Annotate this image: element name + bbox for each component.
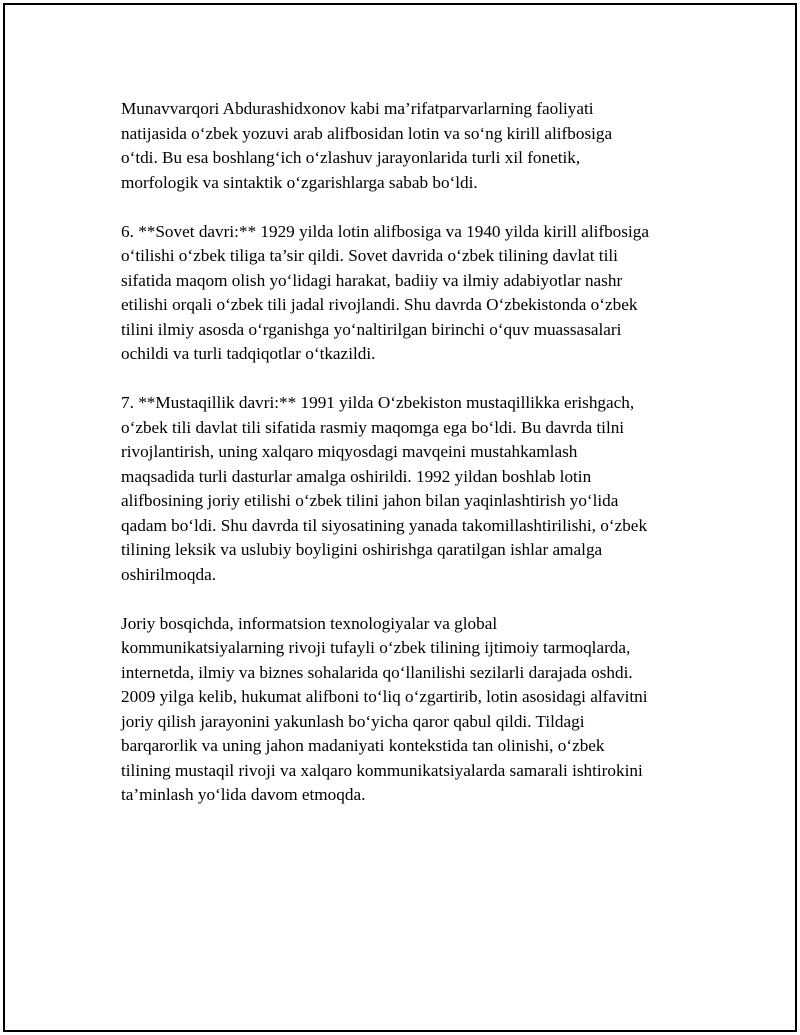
text-line: alifbosining joriy etilishi o‘zbek tilini jahon bilan yaqinlashtirish yo‘lida	[121, 491, 619, 510]
text-line: ochildi va turli tadqiqotlar o‘tkazildi.	[121, 344, 376, 363]
paragraph-intro	[121, 97, 701, 195]
text-line: 2009 yilga kelib, hukumat alifboni to‘liq o‘zgartirib, lotin asosidagi alfavitni	[121, 687, 648, 706]
text-line: maqsadida turli dasturlar amalga oshirildi. 1992 yildan boshlab lotin	[121, 466, 592, 486]
document-page	[3, 3, 797, 1032]
text-line: natijasida o‘zbek yozuvi arab alifbosidan lotin va so‘ng kirill alifbosiga	[121, 123, 613, 143]
text-line: Munavvarqori Abdurashidxonov kabi ma’rifatparvarlarning faoliyati	[121, 99, 594, 118]
text-line: tilini ilmiy asosda o‘rganishga yo‘naltirilgan birinchi o‘quv muassasalari	[121, 319, 622, 339]
text-line: sifatida maqom olish yo‘lidagi harakat, badiiy va ilmiy adabiyotlar nashr	[121, 270, 623, 290]
text-line: rivojlantirish, uning xalqaro miqyosdagi mavqeini mustahkamlash	[121, 442, 578, 461]
text-line: 6. **Sovet davri:** 1929 yilda lotin alifbosiga va 1940 yilda kirill alifbosiga	[121, 221, 649, 241]
text-line: o‘tdi. Bu esa boshlang‘ich o‘zlashuv jarayonlarida turli xil fonetik,	[121, 148, 581, 167]
text-line: internetda, ilmiy va biznes sohalarida qo‘llanilishi sezilarli darajada oshdi.	[121, 662, 633, 682]
text-line: tilining leksik va uslubiy boyligini oshirishga qaratilgan ishlar amalga	[121, 540, 603, 559]
document-body	[121, 97, 701, 832]
text-line: etilishi orqali o‘zbek tili jadal rivojlandi. Shu davrda O‘zbekistonda o‘zbek	[121, 295, 638, 314]
paragraph-soviet-period	[121, 220, 701, 367]
text-line: 7. **Mustaqillik davri:** 1991 yilda O‘zbekiston mustaqillikka erishgach,	[121, 393, 635, 412]
text-line: oshirilmoqda.	[121, 564, 217, 584]
text-line: kommunikatsiyalarning rivoji tufayli o‘zbek tilining ijtimoiy tarmoqlarda,	[121, 638, 631, 657]
text-line: joriy qilish jarayonini yakunlash bo‘yicha qaror qabul qildi. Tildagi	[121, 711, 585, 731]
text-line: ta’minlash yo‘lida davom etmoqda.	[121, 785, 366, 804]
text-line: o‘tilishi o‘zbek tiliga ta’sir qildi. Sovet davrida o‘zbek tilining davlat tili	[121, 246, 618, 265]
text-line: qadam bo‘ldi. Shu davrda til siyosatining yanada takomillashtirilishi, o‘zbek	[121, 515, 648, 535]
text-line: barqarorlik va uning jahon madaniyati kontekstida tan olinishi, o‘zbek	[121, 736, 605, 755]
text-line: morfologik va sintaktik o‘zgarishlarga sabab bo‘ldi.	[121, 172, 478, 192]
paragraph-independence-period	[121, 391, 701, 587]
paragraph-current-stage	[121, 612, 701, 808]
text-line: o‘zbek tili davlat tili sifatida rasmiy maqomga ega bo‘ldi. Bu davrda tilni	[121, 417, 625, 437]
text-line: Joriy bosqichda, informatsion texnologiyalar va global	[121, 613, 498, 633]
text-line: tilining mustaqil rivoji va xalqaro kommunikatsiyalarda samarali ishtirokini	[121, 760, 643, 780]
